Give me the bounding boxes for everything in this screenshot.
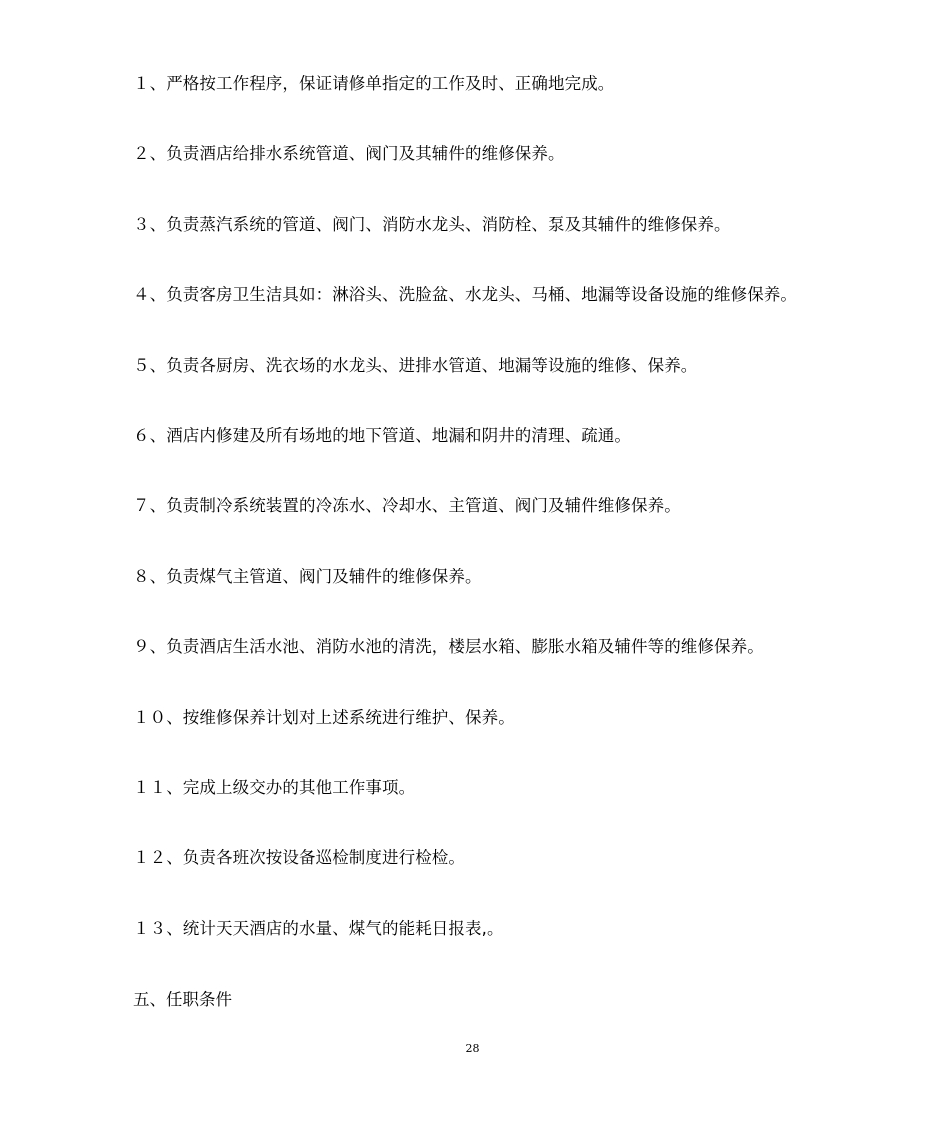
page-number: 28 [465, 1042, 480, 1055]
list-item: ６、酒店内修建及所有场地的地下管道、地漏和阴井的清理、疏通。 [133, 425, 631, 445]
list-item: ９、负责酒店生活水池、消防水池的清洗，楼层水箱、膨胀水箱及辅件等的维修保养。 [133, 637, 764, 657]
list-item: １２、负责各班次按设备巡检制度进行检检。 [133, 848, 465, 868]
list-item: １１、完成上级交办的其他工作事项。 [133, 777, 416, 797]
list-item: １３、统计天天酒店的水量、煤气的能耗日报表,。 [133, 918, 504, 938]
list-item: ４、负责客房卫生洁具如：淋浴头、洗脸盆、水龙头、马桶、地漏等设备设施的维修保养。 [133, 285, 797, 305]
list-item: ５、负责各厨房、洗衣场的水龙头、进排水管道、地漏等设施的维修、保养。 [133, 355, 698, 375]
list-item: ７、负责制冷系统装置的冷冻水、冷却水、主管道、阀门及辅件维修保养。 [133, 496, 681, 516]
section-heading: 五、任职条件 [133, 990, 232, 1009]
list-item: １、严格按工作程序，保证请修单指定的工作及时、正确地完成。 [133, 74, 615, 93]
list-item: ３、负责蒸汽系统的管道、阀门、消防水龙头、消防栓、泵及其辅件的维修保养。 [133, 214, 731, 234]
list-item: ８、负责煤气主管道、阀门及辅件的维修保养。 [133, 566, 482, 586]
list-item: １０、按维修保养计划对上述系统进行维护、保养。 [133, 707, 515, 727]
list-item: ２、负责酒店给排水系统管道、阀门及其辅件的维修保养。 [133, 144, 565, 164]
duty-list [133, 70, 923, 985]
